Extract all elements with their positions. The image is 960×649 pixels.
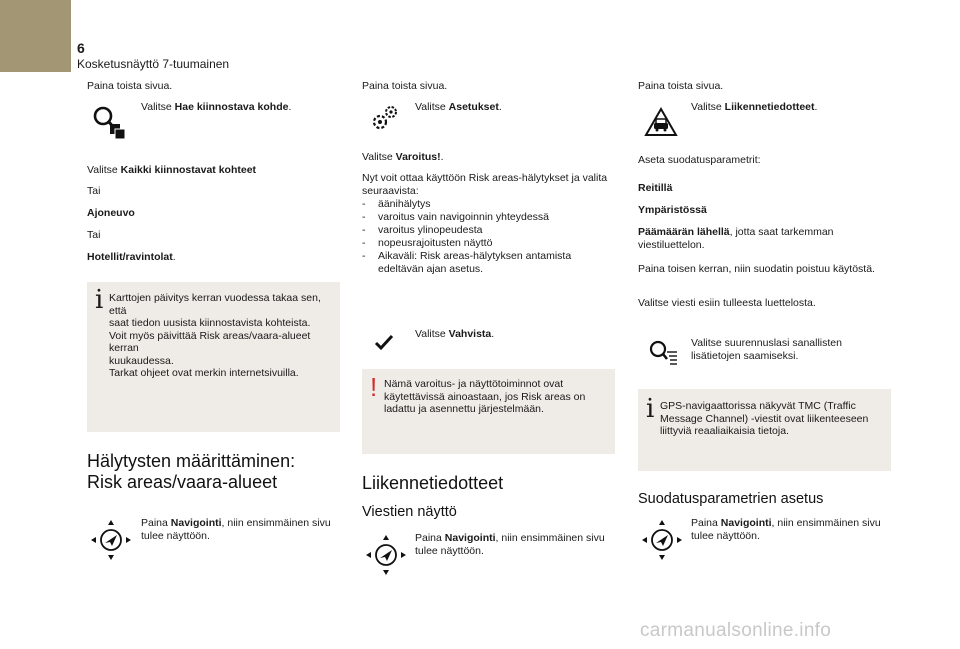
filter-intro: Aseta suodatusparametrit: bbox=[638, 154, 761, 166]
watermark: carmanualsonline.info bbox=[640, 620, 832, 641]
search-poi-icon bbox=[91, 104, 127, 140]
list-item: - varoitus ylinopeudesta bbox=[362, 224, 624, 237]
hotels-option: Hotellit/ravintolat. bbox=[87, 251, 176, 263]
step-traffic-info: Valitse Liikennetiedotteet. bbox=[691, 101, 818, 113]
navigation-icon bbox=[89, 516, 133, 564]
select-message-text: Valitse viesti esiin tulleesta luettelosta. bbox=[638, 297, 816, 309]
note-line: GPS-navigaattorissa näkyvät TMC (Traffic bbox=[660, 400, 856, 412]
info-note bbox=[638, 389, 891, 471]
subsection-heading: Viestien näyttö bbox=[362, 504, 457, 520]
options-list bbox=[362, 198, 624, 276]
list-item: - varoitus vain navigoinnin yhteydessä bbox=[362, 211, 624, 224]
intro-text: Nyt voit ottaa käyttöön Risk areas-hälytykset ja valita seuraavista: - äänihälytys - varoitus vain navigoinnin yhteydessä - varoitus ylinopeudesta - nopeusrajoitusten näyttö - Aikaväli: Risk areas-hälytyksen antamista edeltävän ajan asetus. bbox=[362, 172, 624, 276]
step-magnifier: Valitse suurennuslasi sanallisten lisätietojen saamiseksi. bbox=[691, 337, 842, 362]
traffic-info-icon bbox=[644, 107, 678, 137]
list-item: - Aikaväli: Risk areas-hälytyksen antamista edeltävän ajan asetus. bbox=[362, 250, 624, 276]
press-page-text: Paina toista sivua. bbox=[87, 80, 173, 92]
info-icon: i bbox=[646, 394, 655, 424]
select-warning: Valitse Varoitus!. bbox=[362, 151, 444, 163]
warning-note bbox=[362, 369, 615, 454]
section-heading: Liikennetiedotteet bbox=[362, 473, 504, 493]
note-line: Karttojen päivitys kerran vuodessa takaa sen, että bbox=[109, 292, 321, 317]
note-line: kuukaudessa. bbox=[109, 354, 174, 367]
note-line: liittyviä reaaliaikaisia tietoja. bbox=[660, 425, 789, 437]
or-text: Tai bbox=[87, 185, 101, 197]
page-number: 6 bbox=[77, 40, 85, 56]
note-line: saat tiedon uusista kiinnostavista kohteista. bbox=[109, 317, 311, 329]
list-item: - nopeusrajoitusten näyttö bbox=[362, 237, 624, 250]
step-search-poi: Valitse Hae kiinnostava kohde. bbox=[141, 101, 292, 113]
step-navigation: Paina Navigointi, niin ensimmäinen sivu tulee näyttöön. bbox=[691, 517, 881, 542]
section-heading: Hälytysten määrittäminen: Risk areas/vaara-alueet bbox=[87, 451, 296, 492]
filter-around: Ympäristössä bbox=[638, 204, 707, 216]
note-line: Nämä varoitus- ja näyttötoiminnot ovat bbox=[384, 378, 564, 390]
exclamation-icon: ! bbox=[370, 372, 378, 402]
checkmark-icon bbox=[374, 333, 394, 351]
step-navigation: Paina Navigointi, niin ensimmäinen sivu tulee näyttöön. bbox=[415, 532, 605, 557]
list-item: - äänihälytys bbox=[362, 198, 624, 211]
note-line: käytettävissä ainoastaan, jos Risk areas on bbox=[384, 390, 586, 403]
note-line: Message Channel) -viestit ovat liikenteeseen bbox=[660, 412, 869, 425]
select-all-poi: Valitse Kaikki kiinnostavat kohteet bbox=[87, 164, 257, 176]
press-page-text: Paina toista sivua. bbox=[638, 80, 724, 92]
press-again-text: Paina toisen kerran, niin suodatin poistuu käytöstä. bbox=[638, 263, 875, 275]
navigation-icon bbox=[640, 516, 684, 564]
note-line: Voit myös päivittää Risk areas/vaara-alueet kerran bbox=[109, 329, 311, 354]
press-page-text: Paina toista sivua. bbox=[362, 80, 448, 92]
filter-near-destination: Päämäärän lähellä, jotta saat tarkemman viestiluettelon. bbox=[638, 226, 834, 251]
chapter-tab bbox=[0, 0, 71, 72]
section-heading: Suodatusparametrien asetus bbox=[638, 491, 824, 507]
step-settings: Valitse Asetukset. bbox=[415, 101, 502, 113]
vehicle-option: Ajoneuvo bbox=[87, 207, 135, 219]
step-confirm: Valitse Vahvista. bbox=[415, 328, 495, 340]
info-icon: i bbox=[95, 285, 104, 315]
filter-on-route: Reitillä bbox=[638, 182, 673, 194]
settings-gear-icon bbox=[370, 104, 400, 132]
info-note bbox=[87, 282, 340, 432]
step-navigation: Paina Navigointi, niin ensimmäinen sivu tulee näyttöön. bbox=[141, 517, 331, 542]
note-line: Tarkat ohjeet ovat merkin internetsivuilla. bbox=[109, 367, 299, 379]
navigation-icon bbox=[364, 531, 408, 579]
note-line: ladattu ja asennettu järjestelmään. bbox=[384, 403, 544, 415]
or-text: Tai bbox=[87, 229, 101, 241]
magnifier-list-icon bbox=[648, 339, 678, 367]
chapter-title: Kosketusnäyttö 7-tuumainen bbox=[77, 57, 230, 71]
